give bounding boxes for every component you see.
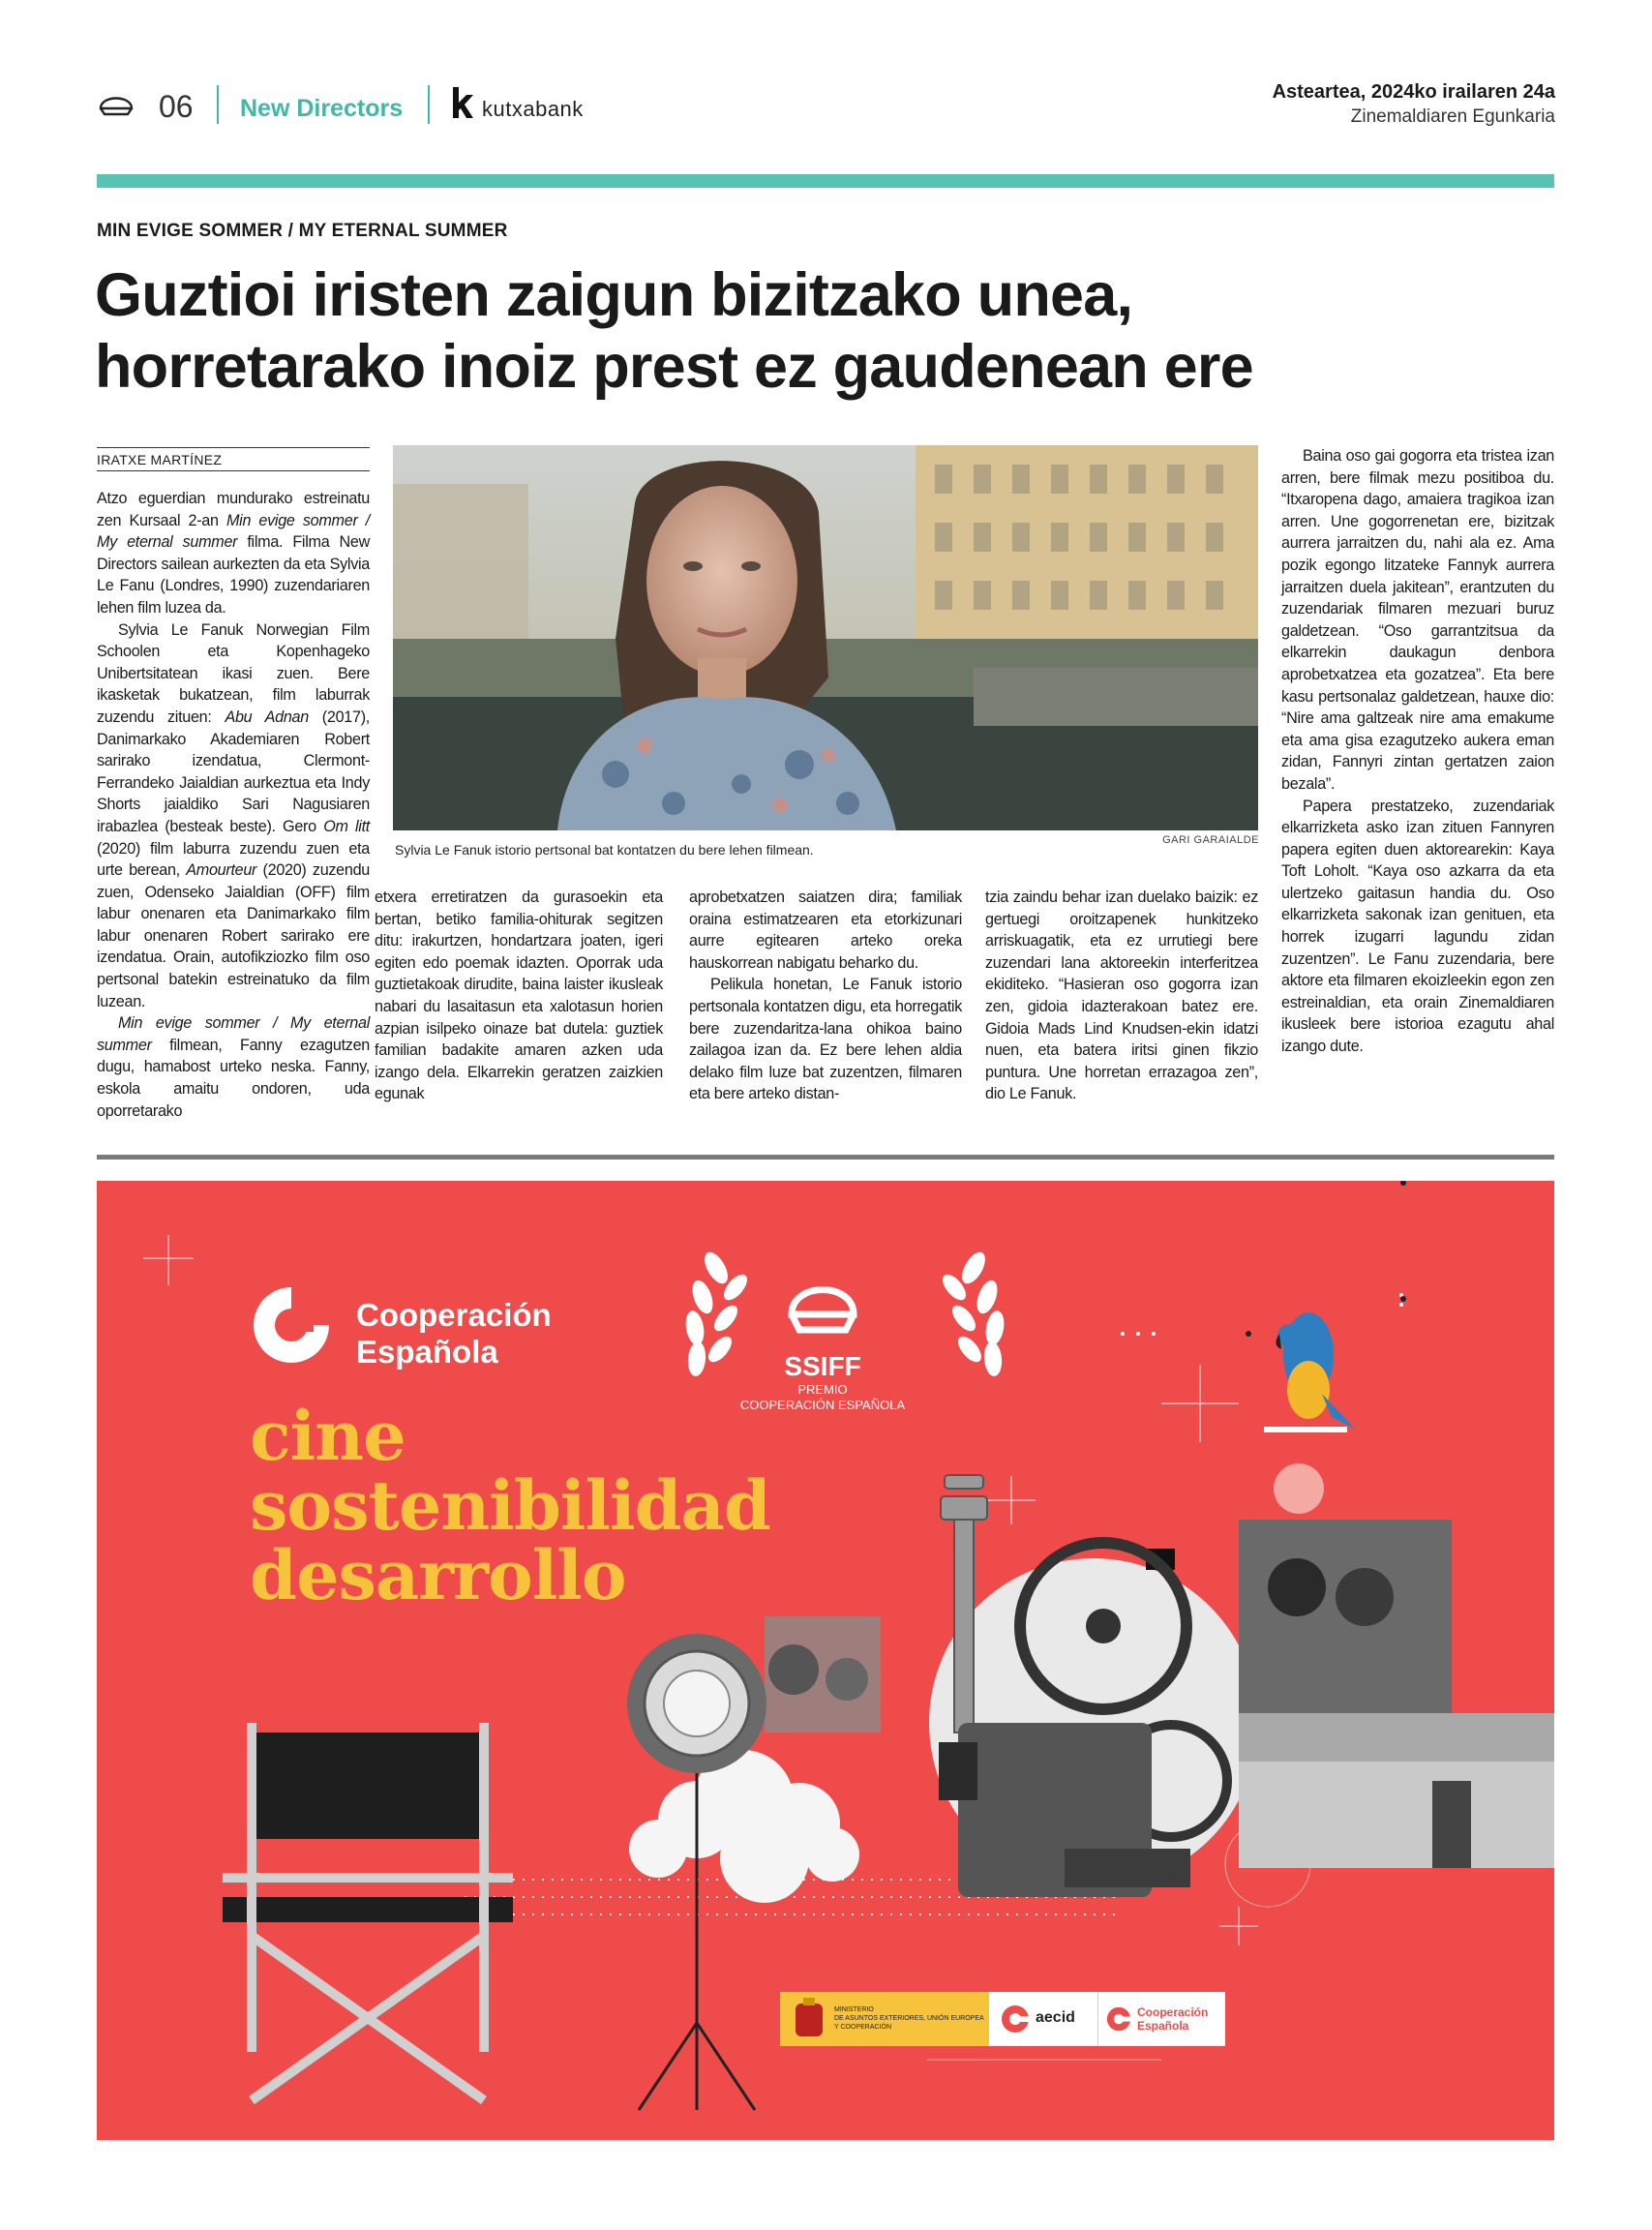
paragraph: aprobetxatzen saiatzen dira; familiak oraina estimatzearen eta etorkizunari aurre egitearen arteko oreka hauskorrean nabigatu beharko du. bbox=[689, 889, 962, 972]
ministry-line: DE ASUNTOS EXTERIORES, UNIÓN EUROPEA bbox=[834, 2015, 984, 2022]
festival-shell-icon bbox=[97, 87, 135, 118]
paragraph: Sylvia Le Fanuk Norwegian Film Schoolen eta Kopenhageko Unibertsitatean ikasi zuen. Bere ikasketak bukatzean, film laburrak zuzendu zituen: Abu Adnan (2017), Danimarkako Akademiaren Robert sarirako izendatua, Clermont-Ferrandeko Jaialdian aurkeztua eta Indy Shorts jaialdiko Sari Nagusiaren irabazlea (besteak beste). Gero Om litt (2020) film laburra zuzendu zuen eta urte berean, Amourteur (2020) zuzendu zuen, Odenseko Jaialdian (OFF) film labur onenaren eta Danimarkako film labur onenaren Robert sarirako ere izendatua. Orain, autofikziozko film oso pertsonal batekin estreinatuko da film luzean. bbox=[97, 620, 371, 1010]
ministry-logo bbox=[780, 1992, 989, 2046]
article-headline bbox=[95, 259, 1547, 403]
aecid-name: aecid bbox=[1036, 2009, 1075, 2026]
section-title: New Directors bbox=[240, 95, 404, 122]
header-rule bbox=[97, 174, 1554, 188]
paragraph: Atzo eguerdian mundurako estreinatu zen Kursaal 2-an Min evige sommer / My eternal summer filma. Filma New Directors sailean aurkezten da eta Sylvia Le Fanu (Londres, 1990) zuzendariaren lehen film luzea da. bbox=[97, 490, 370, 617]
article-column-4 bbox=[985, 887, 1258, 1105]
article-photo bbox=[393, 445, 1258, 830]
divider bbox=[217, 85, 219, 124]
article-column-1 bbox=[97, 488, 370, 1122]
paragraph: Baina oso gai gogorra eta tristea izan arren, bere filmak mezu positiboa du. “Itxaropena dago, amaiera tragikoa izan arren. Une gogorrenetan ere, bizitzak aurrera jarraitzen du, nahi ala ez. Ama pozik egongo litzateke Fannyk aurrera jarraitzen duela jakitean”, erantzuten du zuzendariak filmaren mezuari buruz galdetzean. “Oso garrantzitsua da elkarrekin daukagun denbora aprobetxatzea eta gozatzea”. Eta bere kasu pertsonalaz galdetzean, hauxe dio: “Nire ama galtzeak nire ama emakume eta ama gisa ezagutzeko aukera eman zidan, Fannyri zintan gertatzen zaion bezala”. bbox=[1281, 447, 1554, 793]
cooperacion-small-logo: Cooperación Española bbox=[1097, 1992, 1225, 2046]
article-column-5 bbox=[1281, 445, 1554, 1058]
issue-date: Asteartea, 2024ko irailaren 24a bbox=[1272, 81, 1555, 103]
brand-line-1: Cooperación bbox=[356, 1297, 552, 1333]
slogan-word: desarrollo bbox=[250, 1535, 626, 1615]
byline: IRATXE MARTÍNEZ bbox=[97, 447, 370, 471]
cooperacion-c-small-icon bbox=[1106, 2006, 1131, 2032]
aecid-c-icon bbox=[1001, 2004, 1030, 2034]
photo-caption: Sylvia Le Fanuk istorio pertsonal bat kontatzen du bere lehen filmean. bbox=[395, 842, 814, 858]
parrot-illustration bbox=[1276, 1312, 1355, 1429]
spain-coat-of-arms-icon bbox=[790, 1996, 828, 2042]
article-column-2 bbox=[375, 887, 663, 1105]
photo-credit: GARI GARAIALDE bbox=[1162, 834, 1259, 846]
festival-name: SSIFF bbox=[784, 1351, 861, 1381]
publication-name: Zinemaldiaren Egunkaria bbox=[1350, 106, 1555, 127]
paragraph: Min evige sommer / My eternal summer filmean, Fanny ezagutzen dugu, hamabost urteko neska. Fanny, eskola amaitu ondoren, uda oporretarako bbox=[97, 1014, 370, 1120]
ssiff-shell-icon bbox=[784, 1272, 861, 1341]
article-kicker: MIN EVIGE SOMMER / MY ETERNAL SUMMER bbox=[97, 221, 508, 241]
advertisement bbox=[97, 1181, 1554, 2140]
portrait-photo-illustration bbox=[393, 445, 1258, 830]
paragraph: Pelikula honetan, Le Fanuk istorio pertsonala kontatzen digu, eta horregatik bere zuzendaritza-lana ohikoa baino zailagoa izan da. Ez bere lehen aldia delako film luze bat zuzentzen, filmaren eta bere arteko distan- bbox=[689, 976, 962, 1103]
award-title: PREMIO COOPERACIÓN ESPAÑOLA bbox=[739, 1382, 906, 1412]
cooperacion-c-icon bbox=[250, 1283, 333, 1367]
section-divider bbox=[97, 1155, 1554, 1160]
headline-line-1: Guztioi iristen zaigun bizitzako unea, bbox=[95, 261, 1133, 329]
sponsor-logo-strip bbox=[780, 1992, 1225, 2046]
ad-slogan bbox=[250, 1396, 770, 1615]
slogan-word: cine bbox=[250, 1396, 405, 1476]
sponsor-name: kutxabank bbox=[482, 97, 584, 121]
ministry-line: MINISTERIO bbox=[834, 2006, 874, 2013]
page-header bbox=[97, 81, 1555, 130]
headline-line-2: horretarako inoiz prest ez gaudenean ere bbox=[95, 333, 1253, 401]
paragraph: Papera prestatzeko, zuzendariak elkarrizketa asko izan zituen Fannyren papera egiten duen aktorearekin: Kaya Toft Loholt. “Kaya oso azkarra da eta ulertzeko gaitasun handia du. Oso elkarrizketa sakonak izan genituen, eta horrek izugarri lagundu zidan zuzentzen”. Le Fanu zuzendaria, bere aktore eta filmaren ekoizleekin egon zen estreinaldian, eta orain Zinemaldiaren ikusleek bere istorioa ezagutu ahal izango dute. bbox=[1281, 797, 1554, 1056]
brand-line-2: Española bbox=[356, 1334, 498, 1370]
slogan-word: sostenibilidad bbox=[250, 1465, 770, 1546]
aecid-logo bbox=[989, 1992, 1097, 2046]
page-number: 06 bbox=[159, 89, 194, 124]
paragraph: tzia zaindu behar izan duelako baizik: ez gertuegi oroitzapenek hunkitzeko arriskuagatik, eta ez urrutiegi bere zuzendari lana aktoreekin interferitzea ekiditeko. “Hasieran oso gogorra izan zen, gidoia idazterakoan batez ere. Gidoia Mads Lind Knudsen-ekin idatzi nuen, eta batera iritsi ginen fikzio puntura. Une horretan errazagoa zen”, dio Le Fanuk. bbox=[985, 889, 1258, 1103]
ministry-line: Y COOPERACIÓN bbox=[834, 2024, 891, 2031]
paragraph: etxera erretiratzen da gurasoekin eta bertan, betiko familia-ohiturak segitzen ditu: irakurtzen, hondartzara joaten, igeri egiten edo poemak idazten. Oporrak uda guztietakoak dirudite, baina laister ikusleak nabari du lasaitasun eta xalotasun horien azpian isilpeko oinaze bat dutela: guztiek familian badakite amaren azken uda izango dela. Elkarrekin geratzen zaizkien egunak bbox=[375, 889, 663, 1103]
kutxabank-k-icon bbox=[449, 85, 476, 120]
divider bbox=[428, 85, 430, 124]
director-chair-illustration bbox=[223, 1723, 513, 2100]
article-column-3 bbox=[689, 887, 962, 1105]
